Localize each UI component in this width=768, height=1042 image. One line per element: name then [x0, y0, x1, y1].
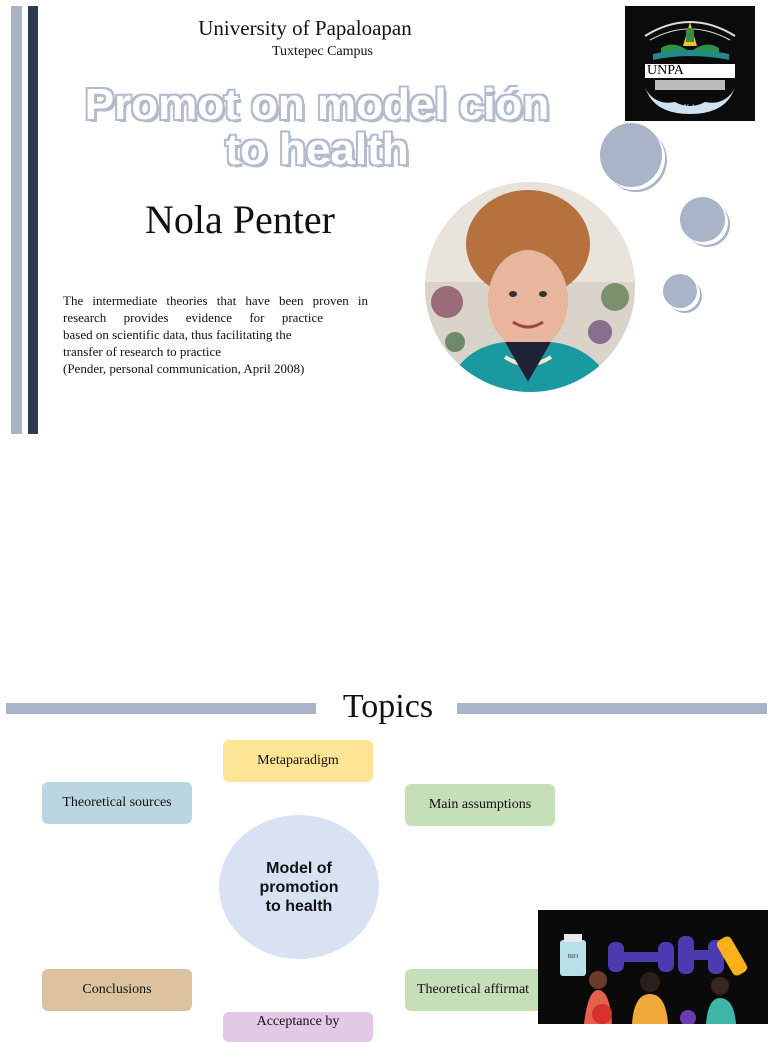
quote-line: based on scientific data, thus facilitating the [63, 327, 292, 342]
decorative-circle-large [600, 123, 662, 187]
topics-title: Topics [342, 688, 434, 725]
fitness-people-icon [538, 910, 768, 1024]
author-name: Nola Penter [145, 197, 335, 242]
university-logo [625, 6, 755, 121]
slide-title-line2: to health [225, 125, 409, 174]
topic-main-assumptions: Main assumptions [405, 784, 555, 826]
campus-name: Tuxtepec Campus [272, 44, 373, 59]
author-portrait [425, 182, 635, 392]
quote-citation: (Pender, personal communication, April 2008) [63, 361, 305, 376]
logo-text: UNPA [645, 64, 735, 78]
decorative-circle-medium [680, 197, 725, 242]
central-topic-line2: promotion [259, 878, 339, 896]
topics-divider-right [457, 703, 767, 714]
left-accent-bar-light [11, 6, 22, 434]
topics-divider-left [6, 703, 316, 714]
portrait-illustration [425, 182, 635, 392]
topic-theoretical-affirmations: Theoretical affirmat [405, 969, 555, 1011]
quote-line: The intermediate theories that have been proven in [63, 293, 368, 308]
quote-block [63, 292, 368, 377]
left-accent-bar-dark [28, 6, 38, 434]
fitness-illustration [538, 910, 768, 1024]
topic-acceptance: Acceptance by [223, 1012, 373, 1042]
decorative-circle-small [663, 274, 697, 308]
quote-line: transfer of research to practice [63, 344, 222, 359]
slide-title [58, 82, 576, 172]
slide-title-line1: Promot on model ción [84, 80, 550, 129]
university-name: University of Papaloapan [198, 16, 412, 40]
central-topic-line1: Model of [266, 859, 332, 877]
logo-footer-text: OAXACA [670, 103, 711, 112]
bottle-label: BIO [567, 954, 579, 960]
central-topic-circle [219, 815, 379, 959]
topic-conclusions: Conclusions [42, 969, 192, 1011]
central-topic-line3: to health [265, 897, 333, 915]
quote-line: research provides evidence for practice [63, 310, 323, 325]
topic-theoretical-sources: Theoretical sources [42, 782, 192, 824]
topic-metaparadigm: Metaparadigm [223, 740, 373, 782]
